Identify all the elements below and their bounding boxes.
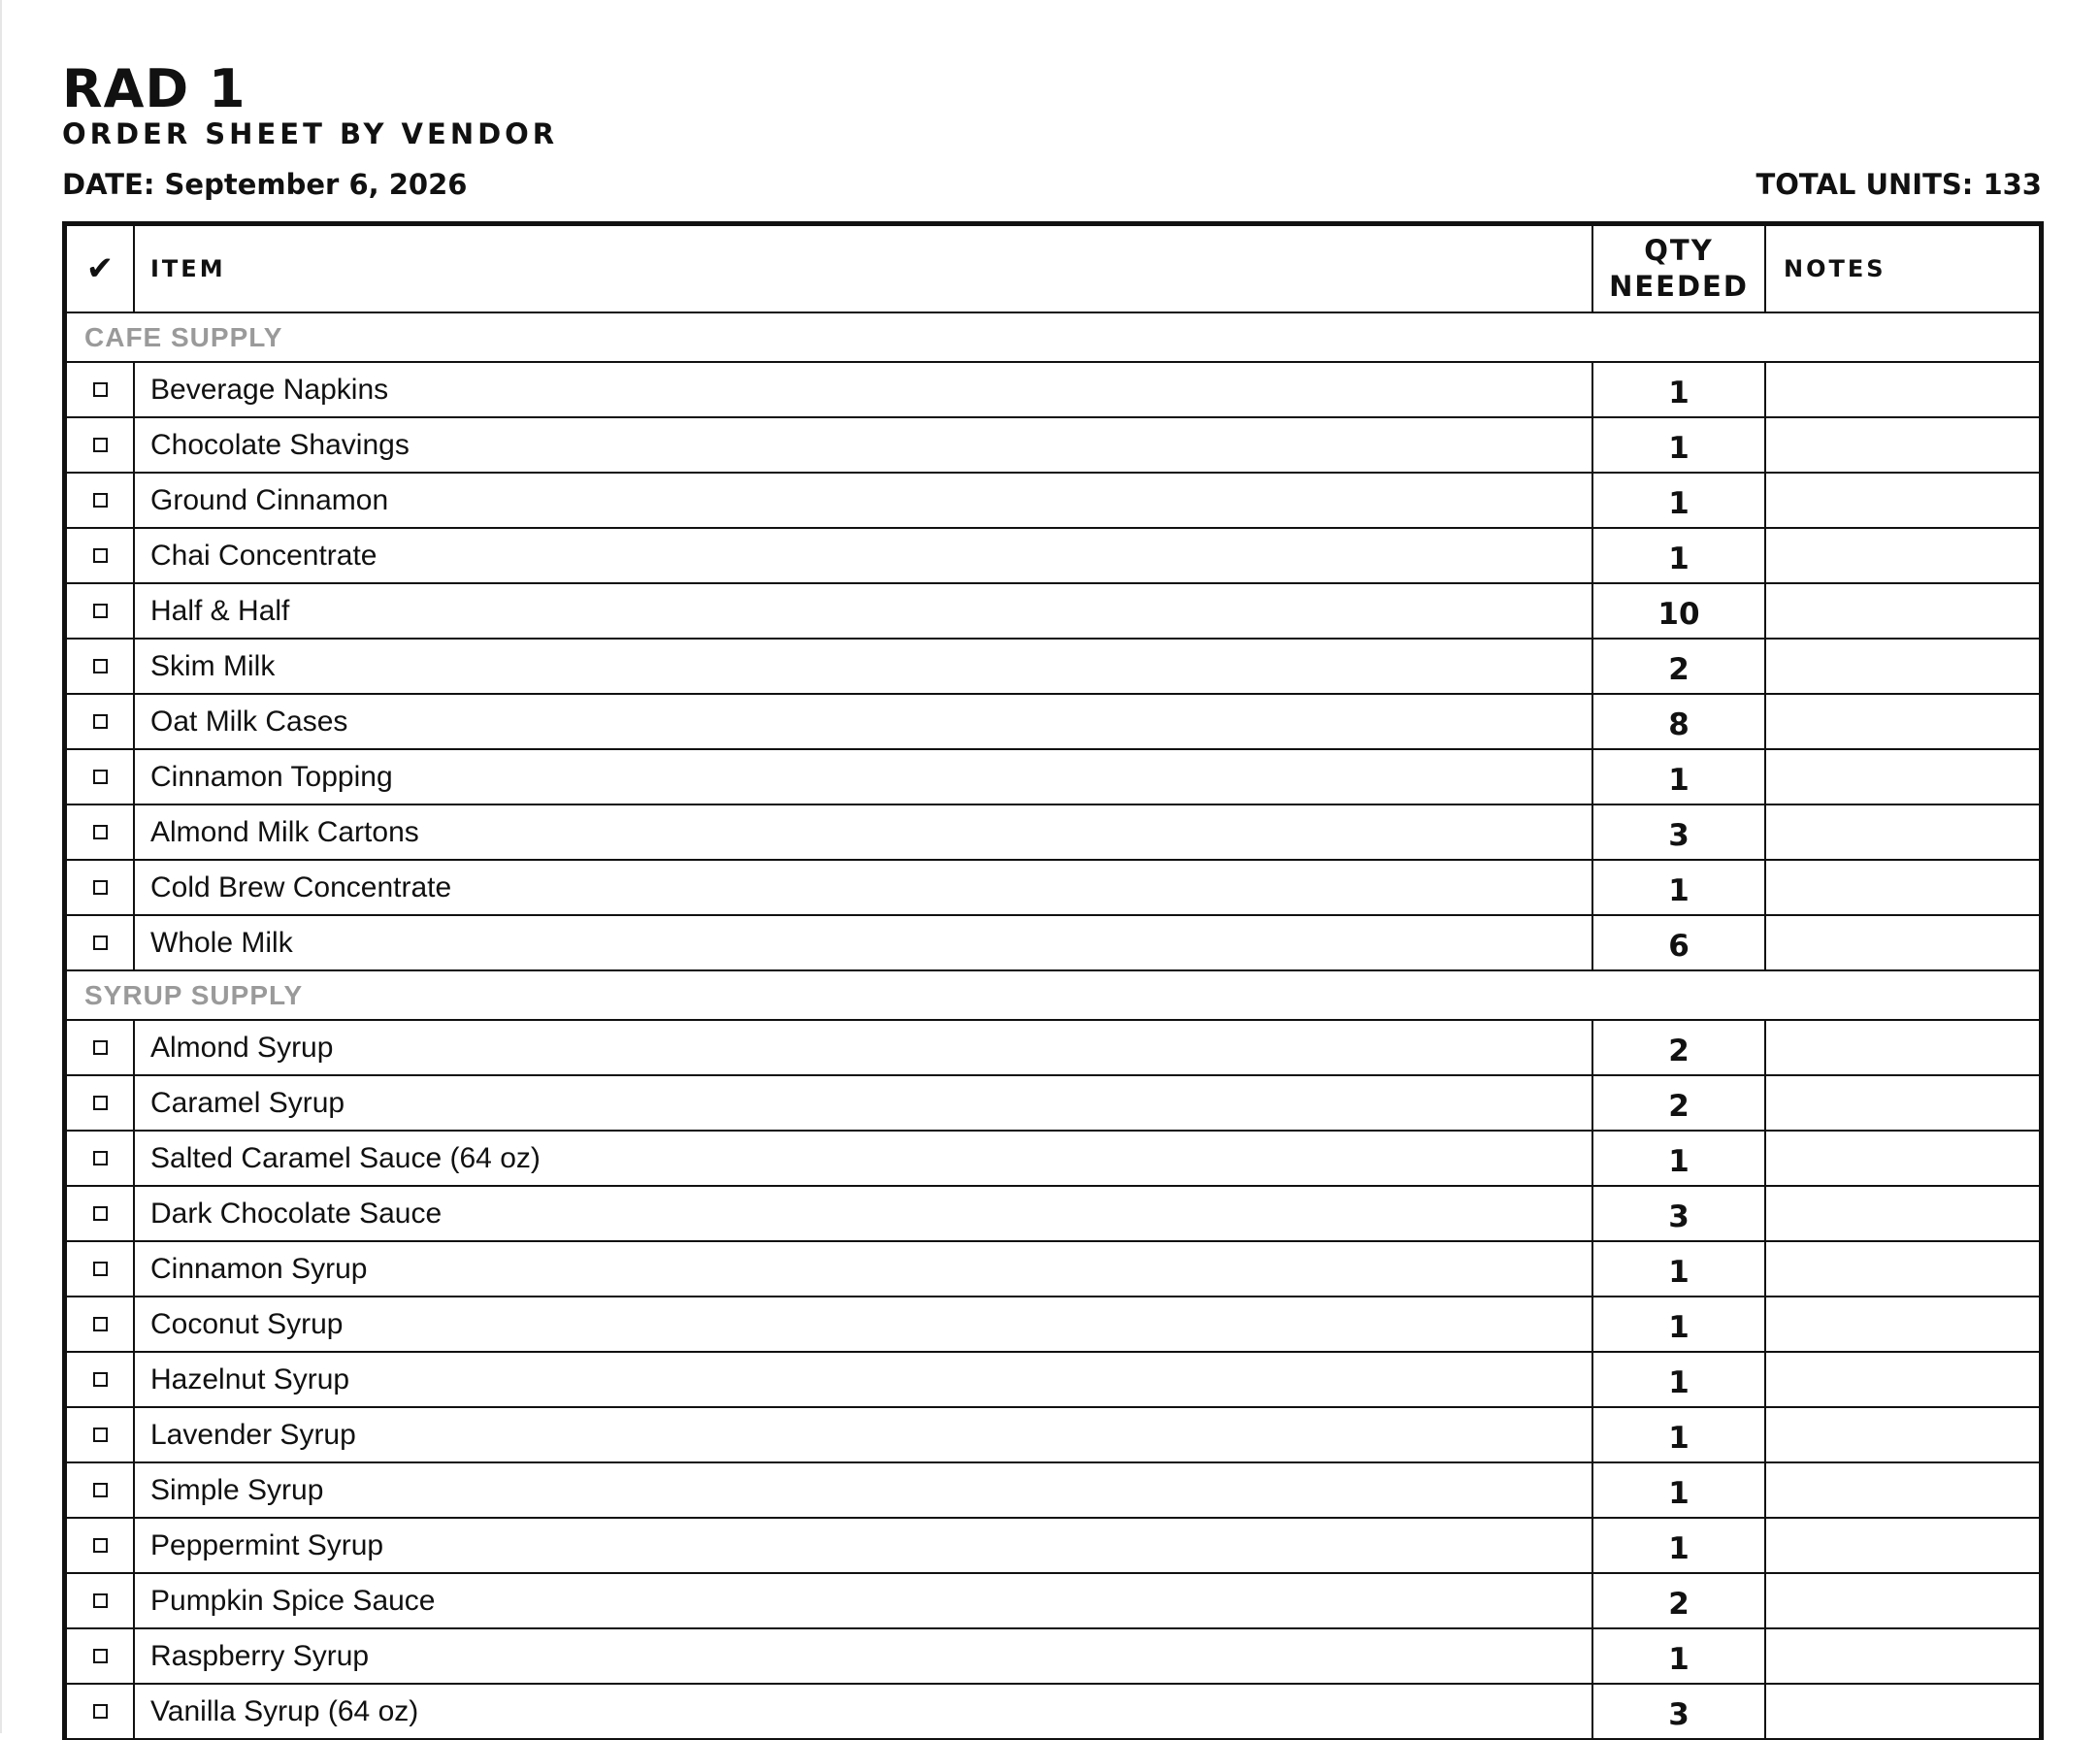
notes-cell[interactable] [1765,1241,2039,1297]
item-name: Coconut Syrup [134,1297,1592,1352]
table-row [67,1131,2039,1186]
notes-cell[interactable] [1765,694,2039,749]
notes-cell[interactable] [1765,417,2039,473]
item-name: Whole Milk [134,915,1592,970]
item-name: Oat Milk Cases [134,694,1592,749]
qty-needed: 1 [1592,1462,1765,1518]
checkbox-icon[interactable] [93,825,108,839]
item-name: Ground Cinnamon [134,473,1592,528]
notes-cell[interactable] [1765,1462,2039,1518]
table-row [67,1462,2039,1518]
section-label: CAFE SUPPLY [67,312,2039,362]
notes-cell[interactable] [1765,804,2039,860]
item-name: Chai Concentrate [134,528,1592,583]
checkbox-icon[interactable] [93,1483,108,1497]
qty-needed: 1 [1592,1518,1765,1573]
check-cell [67,804,134,860]
check-cell [67,583,134,639]
check-cell [67,1020,134,1075]
item-name: Peppermint Syrup [134,1518,1592,1573]
item-name: Raspberry Syrup [134,1628,1592,1684]
check-cell [67,1131,134,1186]
notes-cell[interactable] [1765,1186,2039,1241]
item-name: Cinnamon Topping [134,749,1592,804]
table-row [67,1241,2039,1297]
item-name: Chocolate Shavings [134,417,1592,473]
notes-cell[interactable] [1765,860,2039,915]
notes-cell[interactable] [1765,1075,2039,1131]
notes-cell[interactable] [1765,1297,2039,1352]
notes-cell[interactable] [1765,1407,2039,1462]
check-cell [67,1518,134,1573]
check-cell [67,915,134,970]
table-row [67,915,2039,970]
order-table [67,226,2039,1740]
check-cell [67,1684,134,1739]
section-label: SYRUP SUPPLY [67,970,2039,1020]
checkbox-icon[interactable] [93,604,108,618]
notes-cell[interactable] [1765,1518,2039,1573]
qty-needed: 3 [1592,1186,1765,1241]
item-name: Almond Syrup [134,1020,1592,1075]
qty-needed: 1 [1592,860,1765,915]
qty-needed: 3 [1592,804,1765,860]
qty-needed: 8 [1592,694,1765,749]
item-name: Simple Syrup [134,1462,1592,1518]
notes-cell[interactable] [1765,473,2039,528]
table-row [67,1020,2039,1075]
qty-needed: 6 [1592,915,1765,970]
check-cell [67,860,134,915]
item-name: Hazelnut Syrup [134,1352,1592,1407]
qty-needed: 2 [1592,1573,1765,1628]
item-name: Vanilla Syrup (64 oz) [134,1684,1592,1739]
checkbox-icon[interactable] [93,1262,108,1276]
qty-needed: 2 [1592,1020,1765,1075]
table-row [67,804,2039,860]
notes-cell[interactable] [1765,639,2039,694]
checkbox-icon[interactable] [93,880,108,895]
checkbox-icon[interactable] [93,382,108,397]
table-row [67,362,2039,417]
notes-cell[interactable] [1765,749,2039,804]
notes-cell[interactable] [1765,1628,2039,1684]
check-cell [67,639,134,694]
qty-needed: 3 [1592,1684,1765,1739]
notes-cell[interactable] [1765,1020,2039,1075]
item-name: Half & Half [134,583,1592,639]
checkbox-icon[interactable] [93,1151,108,1165]
item-name: Beverage Napkins [134,362,1592,417]
notes-cell[interactable] [1765,1131,2039,1186]
notes-cell[interactable] [1765,528,2039,583]
checkbox-icon[interactable] [93,1428,108,1442]
table-header-row [67,226,2039,312]
table-row [67,1684,2039,1739]
checkbox-icon[interactable] [93,1704,108,1719]
table-row [67,1075,2039,1131]
table-row [67,694,2039,749]
table-row [67,1628,2039,1684]
item-name: Pumpkin Spice Sauce [134,1573,1592,1628]
table-row [67,1407,2039,1462]
order-table-frame [62,221,2044,1740]
check-cell [67,749,134,804]
checkmark-icon: ✔ [85,249,115,288]
qty-needed: 1 [1592,473,1765,528]
table-row [67,1573,2039,1628]
section-header-row [67,970,2039,1020]
notes-cell[interactable] [1765,1352,2039,1407]
check-column-header [67,226,134,312]
qty-needed: 1 [1592,1628,1765,1684]
check-cell [67,694,134,749]
qty-column-header [1592,226,1765,312]
check-cell [67,362,134,417]
checkbox-icon[interactable] [93,714,108,729]
qty-needed: 1 [1592,749,1765,804]
item-name: Dark Chocolate Sauce [134,1186,1592,1241]
section-header-row [67,312,2039,362]
order-table-body [67,312,2039,1739]
notes-cell[interactable] [1765,583,2039,639]
item-name: Skim Milk [134,639,1592,694]
qty-needed: 1 [1592,1297,1765,1352]
checkbox-icon[interactable] [93,1649,108,1663]
notes-cell[interactable] [1765,1684,2039,1739]
order-date: DATE: September 6, 2026 [62,168,468,201]
checkbox-icon[interactable] [93,659,108,673]
qty-needed: 2 [1592,639,1765,694]
checkbox-icon[interactable] [93,1040,108,1055]
checkbox-icon[interactable] [93,770,108,784]
qty-needed: 1 [1592,1241,1765,1297]
qty-needed: 1 [1592,1131,1765,1186]
check-cell [67,473,134,528]
qty-header-line-2: NEEDED [1609,270,1749,303]
checkbox-icon[interactable] [93,548,108,563]
check-cell [67,1407,134,1462]
checkbox-icon[interactable] [93,936,108,950]
check-cell [67,1075,134,1131]
checkbox-icon[interactable] [93,493,108,508]
item-name: Caramel Syrup [134,1075,1592,1131]
qty-needed: 2 [1592,1075,1765,1131]
checkbox-icon[interactable] [93,1096,108,1110]
check-cell [67,1297,134,1352]
notes-cell[interactable] [1765,1573,2039,1628]
table-row [67,1352,2039,1407]
table-row [67,583,2039,639]
table-row [67,528,2039,583]
check-cell [67,1573,134,1628]
qty-needed: 1 [1592,528,1765,583]
item-name: Cinnamon Syrup [134,1241,1592,1297]
check-cell [67,417,134,473]
table-row [67,417,2039,473]
sheet-subtitle: ORDER SHEET BY VENDOR [62,117,559,150]
checkbox-icon[interactable] [93,1538,108,1553]
check-cell [67,1352,134,1407]
qty-needed: 10 [1592,583,1765,639]
checkbox-icon[interactable] [93,1317,108,1331]
item-name: Cold Brew Concentrate [134,860,1592,915]
check-cell [67,1241,134,1297]
table-row [67,639,2039,694]
table-row [67,1186,2039,1241]
check-cell [67,1462,134,1518]
qty-needed: 1 [1592,1352,1765,1407]
item-name: Almond Milk Cartons [134,804,1592,860]
notes-cell[interactable] [1765,915,2039,970]
qty-needed: 1 [1592,1407,1765,1462]
table-row [67,1518,2039,1573]
checkbox-icon[interactable] [93,1593,108,1608]
table-row [67,860,2039,915]
qty-needed: 1 [1592,362,1765,417]
table-row [67,1297,2039,1352]
check-cell [67,1628,134,1684]
check-cell [67,1186,134,1241]
qty-needed: 1 [1592,417,1765,473]
notes-column-header: NOTES [1765,226,2039,312]
check-cell [67,528,134,583]
checkbox-icon[interactable] [93,438,108,452]
table-row [67,749,2039,804]
checkbox-icon[interactable] [93,1372,108,1387]
total-units: TOTAL UNITS: 133 [1755,168,2042,201]
sheet-title: RAD 1 [62,58,246,119]
item-name: Lavender Syrup [134,1407,1592,1462]
table-row [67,473,2039,528]
notes-cell[interactable] [1765,362,2039,417]
qty-header-line-1: QTY [1644,234,1714,267]
item-name: Salted Caramel Sauce (64 oz) [134,1131,1592,1186]
checkbox-icon[interactable] [93,1206,108,1221]
item-column-header: ITEM [134,226,1592,312]
